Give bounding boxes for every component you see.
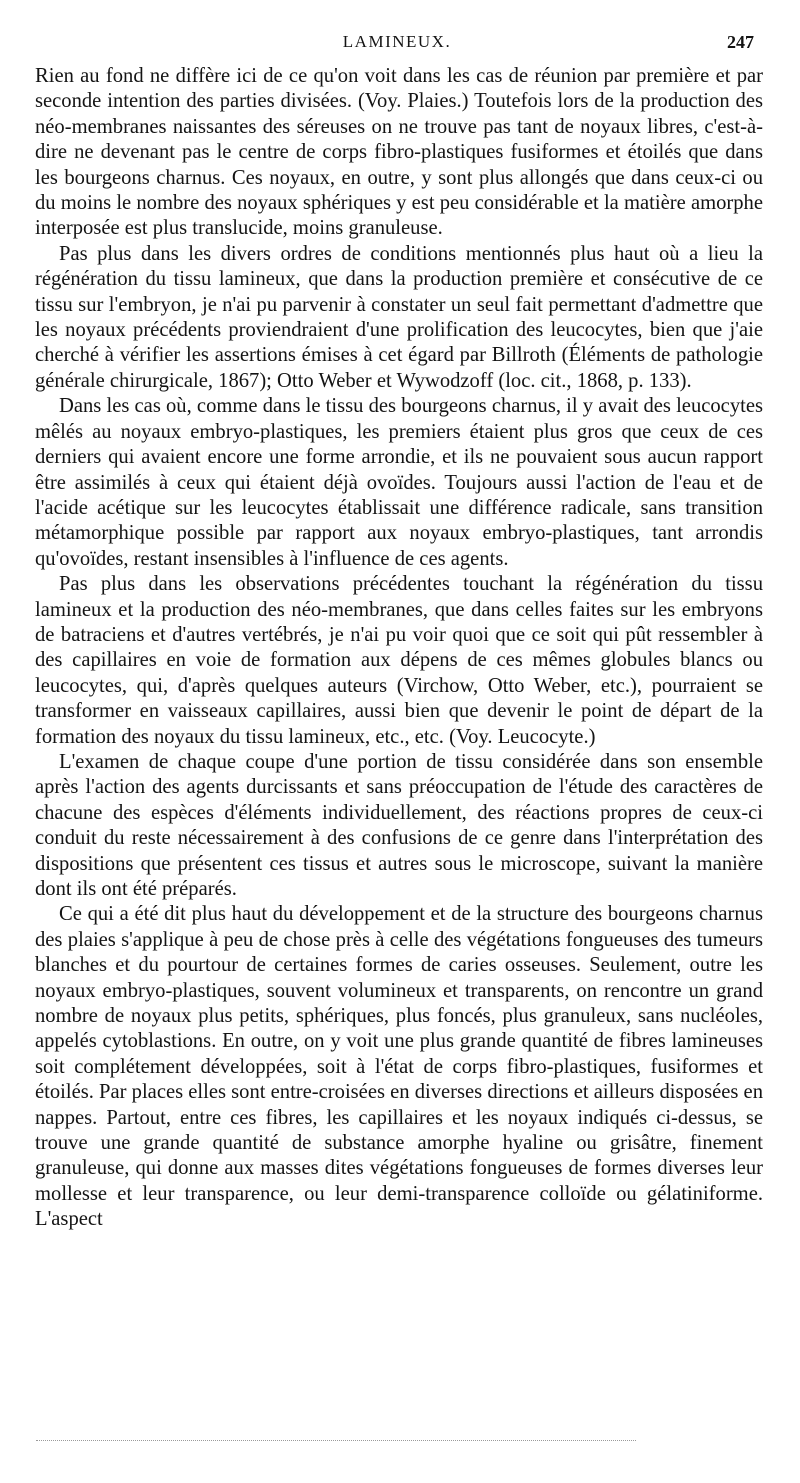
footer-dotted-rule bbox=[36, 1440, 636, 1441]
page-header bbox=[36, 32, 758, 58]
paragraph-3: Dans les cas où, comme dans le tissu des bourgeons charnus, il y avait des leucocytes mêlés au noyaux embryo-plastiques, les premiers étaient plus gros que ceux de ces derniers qui avaient encore une forme arrondie, et ils ne pouvaient sous aucun rapport être assimilés à ceux qui étaient déjà ovoïdes. Toujours aussi l'action de l'eau et de l'acide acétique sur les leucocytes établissait une différence radicale, sans transition métamorphique possible par rapport aux noyaux embryo-plastiques, tant arrondis qu'ovoïdes, restant insensibles à l'influence de ces agents. bbox=[35, 395, 763, 570]
paragraph-6: Ce qui a été dit plus haut du développement et de la structure des bourgeons charnus des plaies s'applique à peu de chose près à celle des végétations fongueuses des tumeurs blanches et du pourtour de certaines formes de caries osseuses. Seulement, outre les noyaux embryo-plastiques, souvent volumineux et transparents, on rencontre un grand nombre de noyaux plus petits, sphériques, plus foncés, plus granuleux, sans nucléoles, appelés cytoblastions. En outre, on y voit une plus grande quantité de fibres lamineuses soit complétement développées, soit à l'état de corps fibro-plastiques, fusiformes et étoilés. Par places elles sont entre-croisées en diverses directions et ailleurs disposées en nappes. Partout, entre ces fibres, les capillaires et les noyaux indiqués ci-dessus, se trouve une grande quantité de substance amorphe hyaline ou grisâtre, finement granuleuse, qui donne aux masses dites végétations fongueuses de formes diverses leur mollesse et leur transparence, ou leur demi-transparence colloïde ou gélatiniforme. L'aspect bbox=[35, 903, 763, 1231]
paragraph-2: Pas plus dans les divers ordres de conditions mentionnés plus haut où a lieu la régénération du tissu lamineux, que dans la production première et consécutive de ce tissu sur l'embryon, je n'ai pu parvenir à constater un seul fait permettant d'admettre que les noyaux précédents proviendraient d'une prolification des leucocytes, bien que j'aie cherché à vérifier les assertions émises à cet égard par Billroth (Éléments de pathologie générale chirurgicale, 1867); Otto Weber et Wywodzoff (loc. cit., 1868, p. 133). bbox=[35, 242, 763, 392]
paragraph-4: Pas plus dans les observations précédentes touchant la régénération du tissu lamineux et la production des néo-membranes, que dans celles faites sur les embryons de batraciens et d'autres vertébrés, je n'ai pu voir quoi que ce soit qui pût ressembler à des capillaires en voie de formation aux dépens de ces mêmes globules blancs ou leucocytes, qui, d'après quelques auteurs (Virchow, Otto Weber, etc.), pourraient se transformer en vaisseaux capillaires, aussi bien que devenir le point de départ de la formation des noyaux du tissu lamineux, etc., etc. (Voy. Leucocyte.) bbox=[35, 573, 763, 748]
body-text bbox=[35, 64, 763, 1233]
paragraph-5: L'examen de chaque coupe d'une portion de tissu considérée dans son ensemble après l'action des agents durcissants et sans préoccupation de l'étude des caractères de chacune des espèces d'éléments individuellement, des réactions propres de ceux-ci conduit du reste nécessairement à des confusions de ce genre dans l'interprétation des dispositions que présentent ces tissus et autres sous le microscope, suivant la manière dont ils ont été préparés. bbox=[35, 750, 763, 900]
running-title: LAMINEUX. bbox=[342, 32, 452, 51]
paragraph-1: Rien au fond ne diffère ici de ce qu'on voit dans les cas de réunion par première et par seconde intention des parties divisées. (Voy. Plaies.) Toutefois lors de la production des néo-membranes naissantes des séreuses on ne trouve pas tant de noyaux libres, c'est-à-dire ne devenant pas le centre de corps fibro-plastiques fusiformes et étoilés que dans les bourgeons charnus. Ces noyaux, en outre, y sont plus allongés que dans ceux-ci ou du moins le nombre des noyaux sphériques y est peu considérable et la matière amorphe interposée est plus translucide, moins granuleuse. bbox=[35, 65, 763, 240]
page-number: 247 bbox=[727, 32, 754, 52]
